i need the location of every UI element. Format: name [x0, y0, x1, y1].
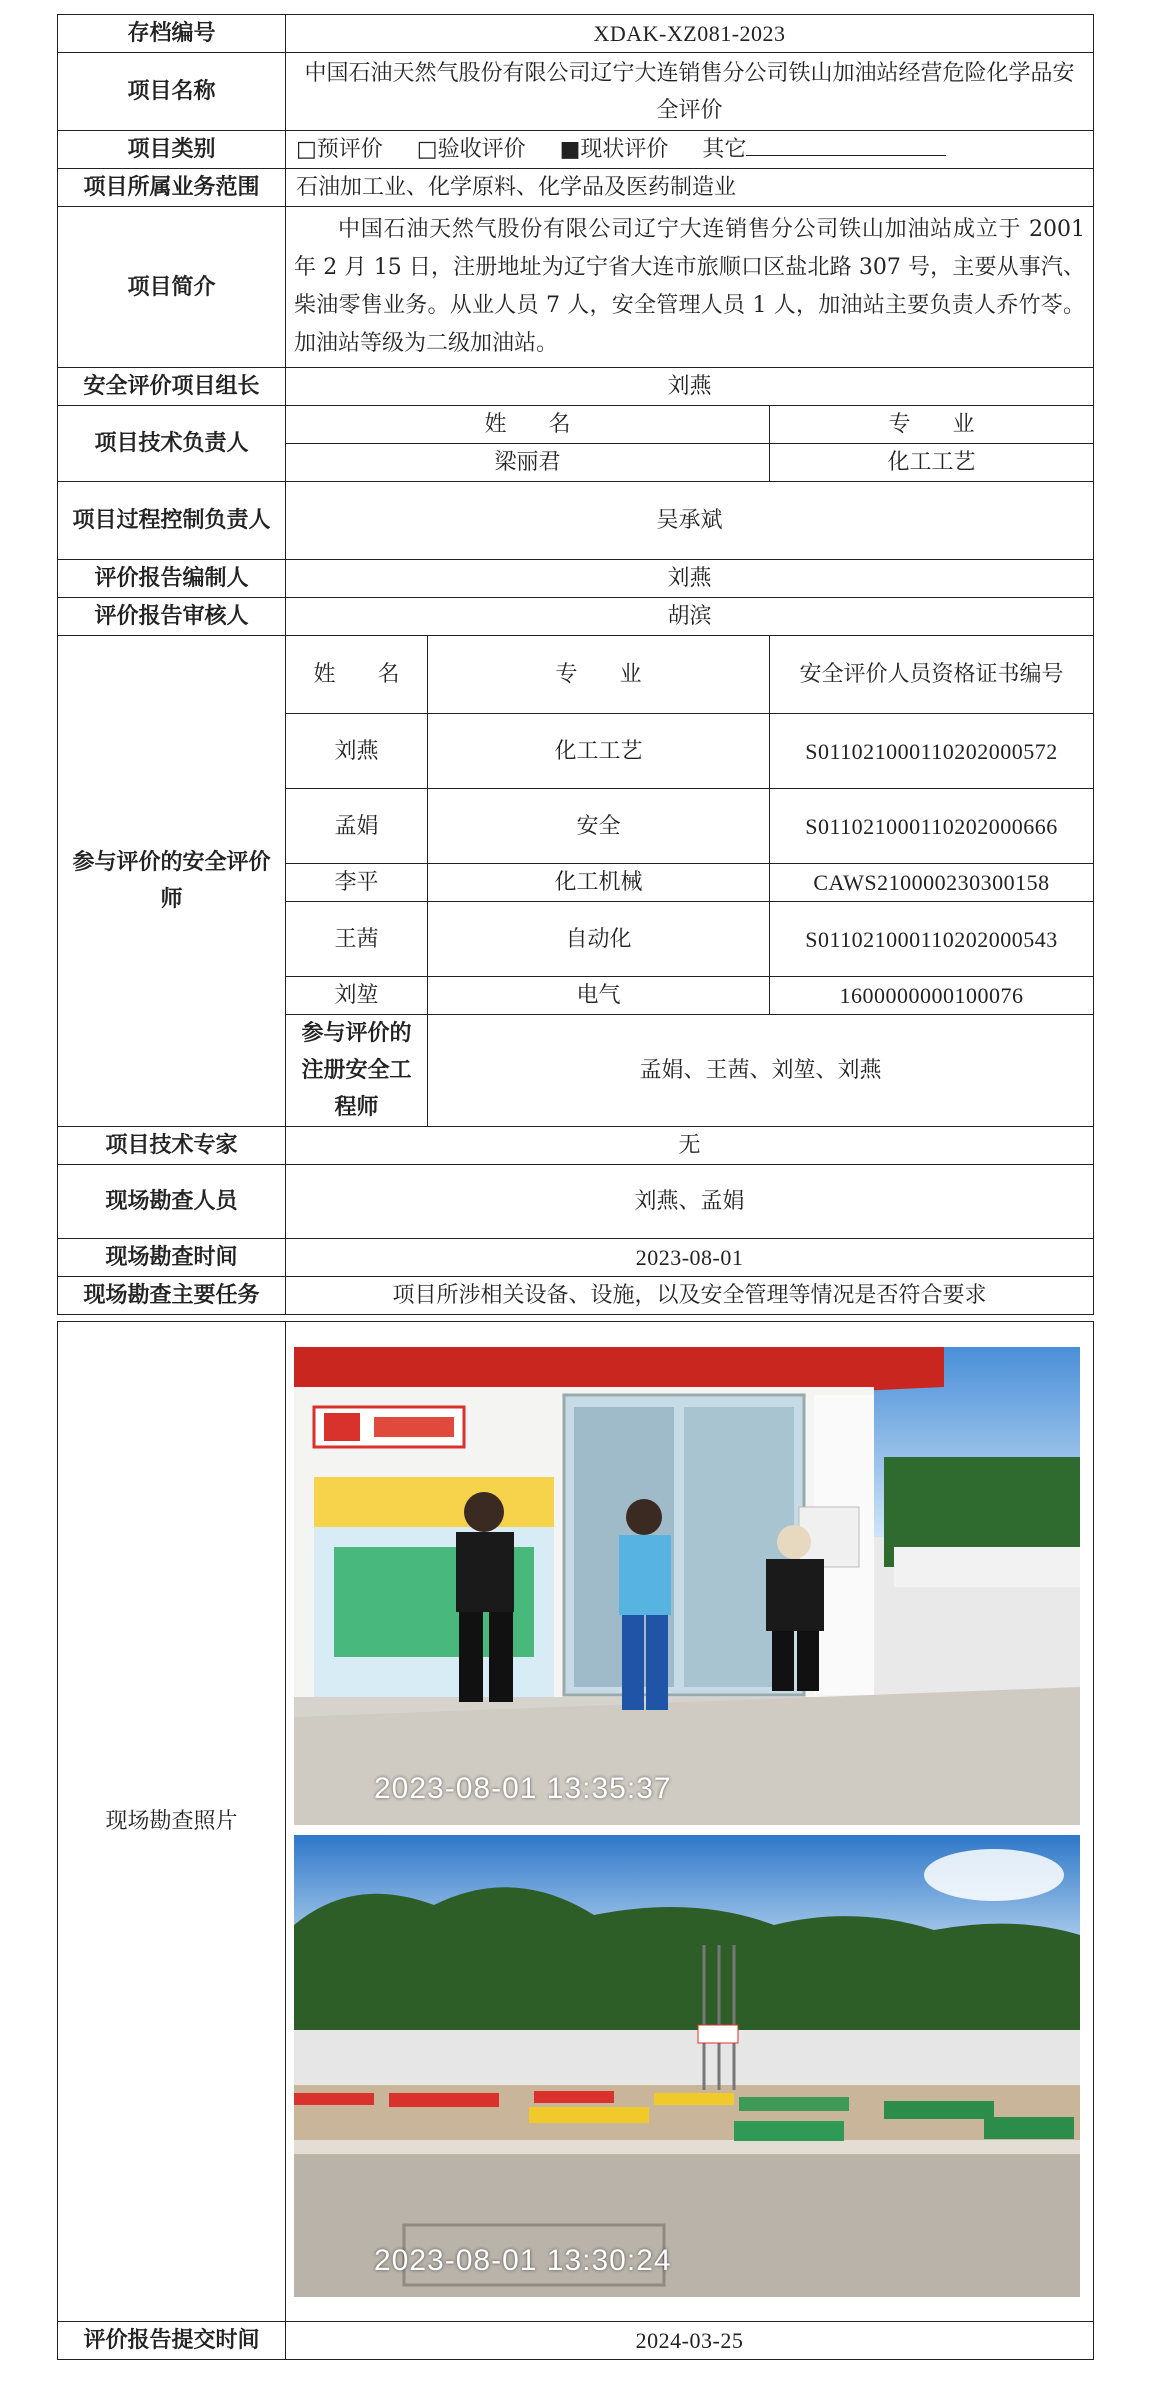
assessor-major: 安全: [428, 789, 770, 864]
reviewer-label: 评价报告审核人: [58, 598, 286, 636]
submit-date: 2024-03-25: [286, 2322, 1094, 2360]
category-other: 其它: [702, 131, 946, 168]
tech-lead-label: 项目技术负责人: [58, 406, 286, 482]
leader: 刘燕: [286, 368, 1094, 406]
photo-table: [57, 1321, 1094, 2360]
assessor-cert: S011021000110202000572: [770, 714, 1094, 789]
assessor-name: 王茜: [286, 902, 428, 977]
category-pre: □预评价: [296, 137, 383, 162]
photo-tanks-timestamp: 2023-08-01 13:30:24: [374, 2243, 672, 2277]
info-table: [57, 14, 1094, 1315]
photo-tanks-image: [294, 1835, 1080, 2297]
assessor-name: 刘堃: [286, 977, 428, 1015]
assessors-header-name: 姓 名: [286, 636, 428, 714]
survey-time: 2023-08-01: [286, 1239, 1094, 1277]
photo-staff-image: [294, 1347, 1080, 1825]
survey-staff: 刘燕、孟娟: [286, 1165, 1094, 1239]
assessors-header-cert: 安全评价人员资格证书编号: [770, 636, 1094, 714]
report-sheet: [57, 14, 1093, 2360]
expert-label: 项目技术专家: [58, 1127, 286, 1165]
assessor-major: 自动化: [428, 902, 770, 977]
site-photo-staff: [294, 1347, 1080, 1825]
assessor-major: 电气: [428, 977, 770, 1015]
survey-task-label: 现场勘查主要任务: [58, 1277, 286, 1315]
tech-lead-major: 化工工艺: [770, 444, 1094, 482]
intro-label: 项目简介: [58, 207, 286, 368]
project-name-label: 项目名称: [58, 53, 286, 131]
tech-lead-name-header: 姓 名: [286, 406, 770, 444]
intro: 中国石油天然气股份有限公司辽宁大连销售分公司铁山加油站成立于 2001 年 2 月 15 日，注册地址为辽宁省大连市旅顺口区盐北路 307 号，主要从事汽、柴油零售业务。从业人员 7 人，安全管理人员 1 人，加油站主要负责人乔竹苓。加油站等级为二级加油站。: [286, 207, 1094, 368]
assessor-name: 刘燕: [286, 714, 428, 789]
assessor-name: 孟娟: [286, 789, 428, 864]
assessor-major: 化工机械: [428, 864, 770, 902]
category-label: 项目类别: [58, 131, 286, 169]
category-accept: □验收评价: [416, 137, 526, 162]
photos-cell: [286, 1322, 1094, 2322]
engineers-label: 参与评价的注册安全工程师: [286, 1015, 428, 1127]
reviewer: 胡滨: [286, 598, 1094, 636]
photos-label: 现场勘查照片: [58, 1322, 286, 2322]
assessors-label: 参与评价的安全评价师: [58, 636, 286, 1127]
assessor-cert: 1600000000100076: [770, 977, 1094, 1015]
engineers: 孟娟、王茜、刘堃、刘燕: [428, 1015, 1094, 1127]
project-name: 中国石油天然气股份有限公司辽宁大连销售分公司铁山加油站经营危险化学品安全评价: [286, 53, 1094, 131]
assessor-name: 李平: [286, 864, 428, 902]
tech-lead-name: 梁丽君: [286, 444, 770, 482]
category-current: ■现状评价: [559, 137, 669, 162]
survey-staff-label: 现场勘查人员: [58, 1165, 286, 1239]
survey-task: 项目所涉相关设备、设施，以及安全管理等情况是否符合要求: [286, 1277, 1094, 1315]
submit-label: 评价报告提交时间: [58, 2322, 286, 2360]
archive-label: 存档编号: [58, 15, 286, 53]
expert: 无: [286, 1127, 1094, 1165]
compiler: 刘燕: [286, 560, 1094, 598]
assessor-major: 化工工艺: [428, 714, 770, 789]
scope-label: 项目所属业务范围: [58, 169, 286, 207]
archive-no: XDAK-XZ081-2023: [286, 15, 1094, 53]
assessors-header-major: 专 业: [428, 636, 770, 714]
compiler-label: 评价报告编制人: [58, 560, 286, 598]
site-photo-tanks: [294, 1835, 1080, 2297]
assessor-cert: CAWS210000230300158: [770, 864, 1094, 902]
category-options: [286, 131, 1094, 169]
assessor-cert: S011021000110202000666: [770, 789, 1094, 864]
photo-staff-timestamp: 2023-08-01 13:35:37: [374, 1771, 672, 1805]
process: 吴承斌: [286, 482, 1094, 560]
survey-time-label: 现场勘查时间: [58, 1239, 286, 1277]
leader-label: 安全评价项目组长: [58, 368, 286, 406]
scope: 石油加工业、化学原料、化学品及医药制造业: [286, 169, 1094, 207]
process-label: 项目过程控制负责人: [58, 482, 286, 560]
assessor-cert: S011021000110202000543: [770, 902, 1094, 977]
tech-lead-major-header: 专 业: [770, 406, 1094, 444]
